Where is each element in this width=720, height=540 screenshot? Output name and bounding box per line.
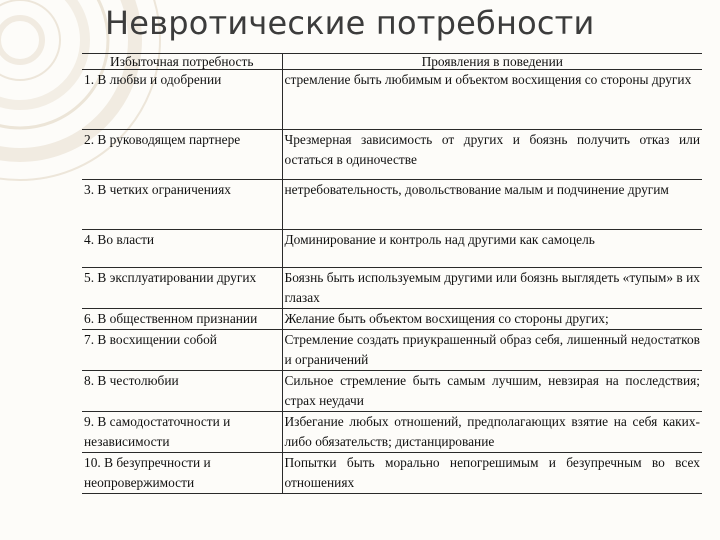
- behavior-cell: стремление быть любимым и объектом восхищения со стороны других: [282, 70, 702, 130]
- table-row: [82, 230, 702, 268]
- page-title: Невротические потребности: [105, 4, 595, 42]
- need-cell: 10. В безупречности и неопровержимости: [82, 453, 282, 494]
- need-cell: 9. В самодостаточности и независимости: [82, 412, 282, 453]
- behavior-cell: нетребовательность, довольствование малым и подчинение другим: [282, 180, 702, 230]
- behavior-cell: Желание быть объектом восхищения со стороны других;: [282, 309, 702, 330]
- behavior-cell: Попытки быть морально непогрешимым и безупречным во всех отношениях: [282, 453, 702, 494]
- need-cell: 3. В четких ограничениях: [82, 180, 282, 230]
- table-row: [82, 180, 702, 230]
- table-row: [82, 453, 702, 494]
- need-cell: 2. В руководящем партнере: [82, 130, 282, 180]
- table-row: [82, 309, 702, 330]
- need-cell: 1. В любви и одобрении: [82, 70, 282, 130]
- behavior-cell: Стремление создать приукрашенный образ себя, лишенный недостатков и ограничений: [282, 330, 702, 371]
- need-cell: 4. Во власти: [82, 230, 282, 268]
- behavior-cell: Чрезмерная зависимость от других и боязнь получить отказ или остаться в одиночестве: [282, 130, 702, 180]
- behavior-cell: Избегание любых отношений, предполагающих взятие на себя каких-либо обязательств; дистанцирование: [282, 412, 702, 453]
- column-header-need: Избыточная потребность: [82, 54, 282, 70]
- behavior-cell: Сильное стремление быть самым лучшим, невзирая на последствия; страх неудачи: [282, 371, 702, 412]
- table-row: [82, 330, 702, 371]
- table-row: [82, 268, 702, 309]
- column-header-behavior: Проявления в поведении: [282, 54, 702, 70]
- table-row: [82, 130, 702, 180]
- needs-table: [82, 53, 702, 494]
- table-row: [82, 371, 702, 412]
- table-row: [82, 412, 702, 453]
- behavior-cell: Доминирование и контроль над другими как самоцель: [282, 230, 702, 268]
- need-cell: 7. В восхищении собой: [82, 330, 282, 371]
- behavior-cell: Боязнь быть используемым другими или боязнь выглядеть «тупым» в их глазах: [282, 268, 702, 309]
- need-cell: 5. В эксплуатировании других: [82, 268, 282, 309]
- table-header-row: [82, 54, 702, 70]
- need-cell: 8. В честолюбии: [82, 371, 282, 412]
- table-row: [82, 70, 702, 130]
- need-cell: 6. В общественном признании: [82, 309, 282, 330]
